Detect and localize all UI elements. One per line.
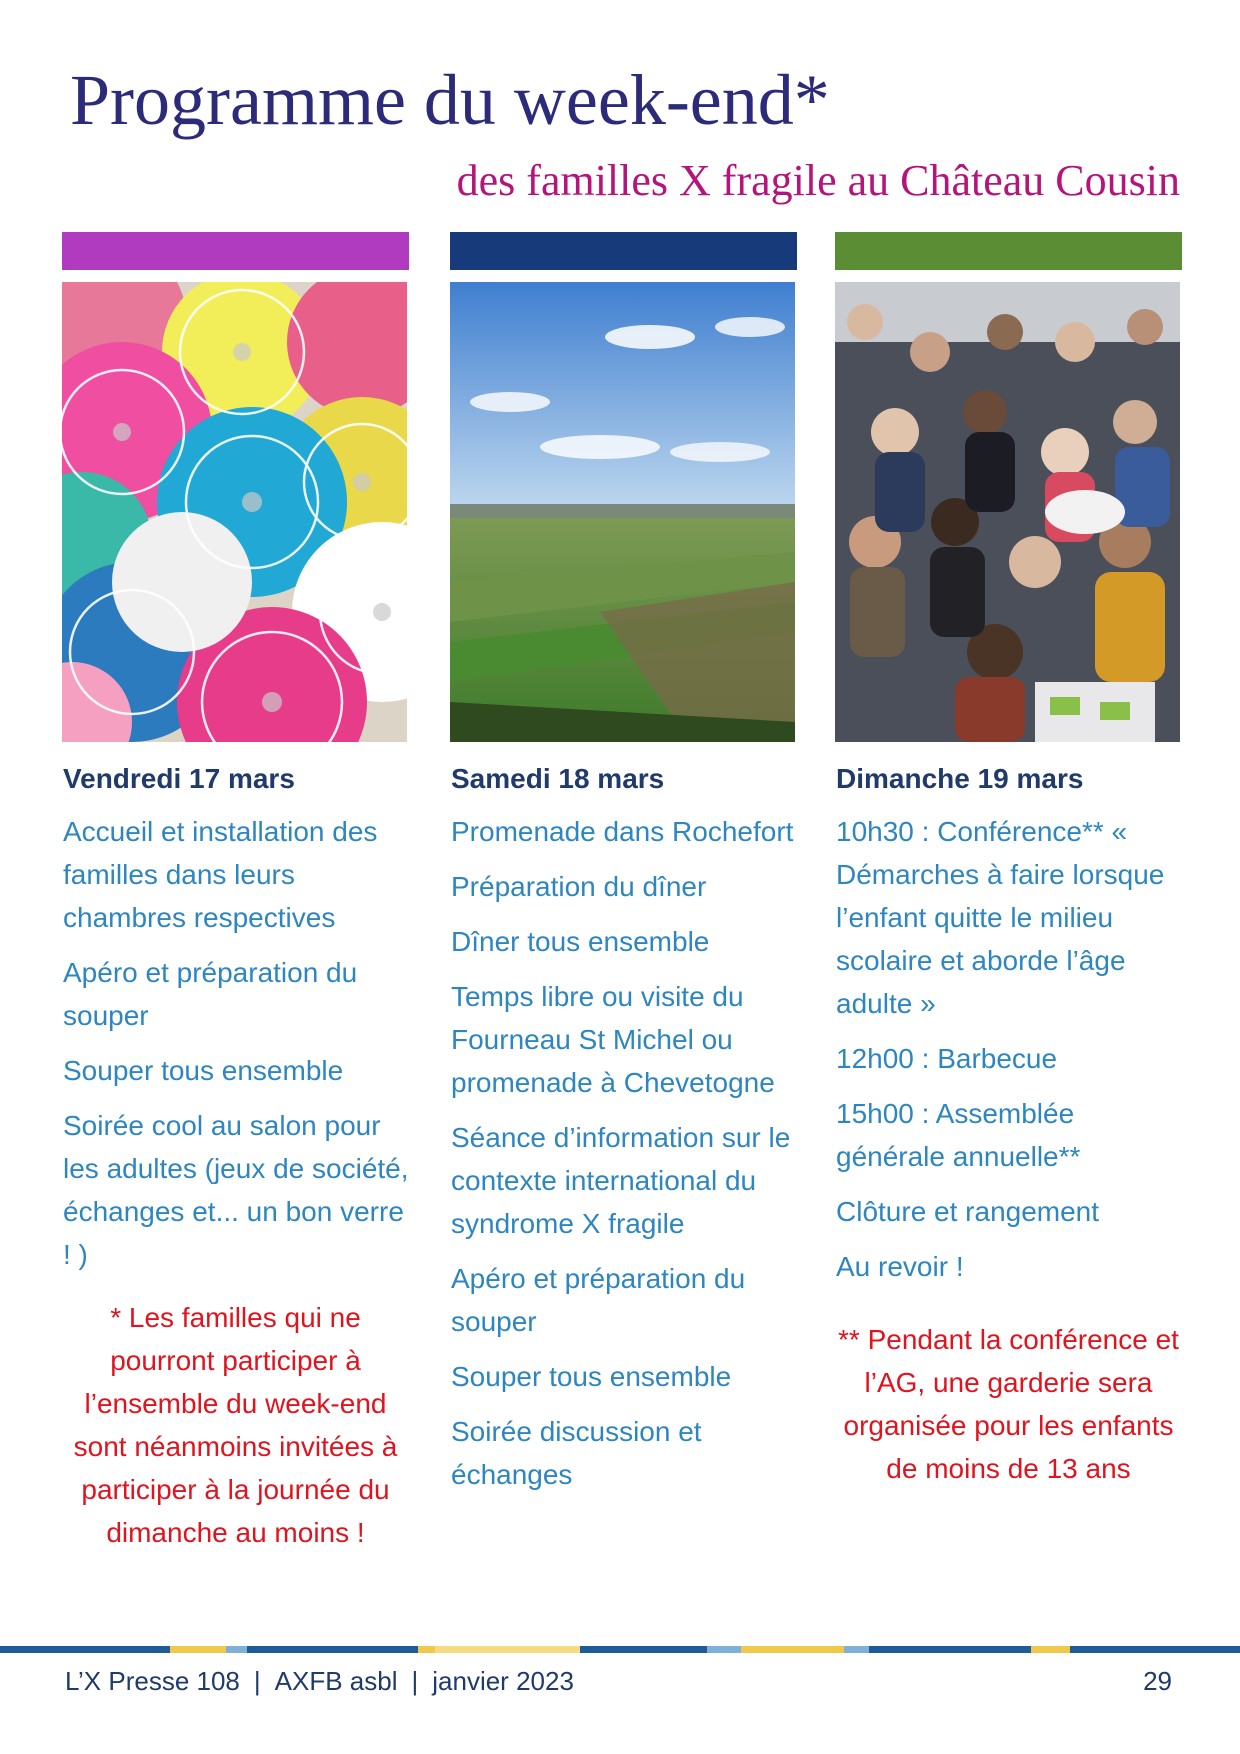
sunday-item: 15h00 : Assemblée générale annuelle** bbox=[836, 1098, 1081, 1172]
sunday-items bbox=[836, 810, 1182, 1288]
sunday-photo bbox=[835, 282, 1180, 742]
sunday-heading: Dimanche 19 mars bbox=[836, 763, 1084, 794]
footer-separator: | bbox=[253, 1666, 261, 1696]
friday-photo bbox=[62, 282, 407, 742]
footer-date: janvier 2023 bbox=[432, 1666, 574, 1696]
friday-item: Apéro et préparation du souper bbox=[63, 957, 358, 1031]
page-title: Programme du week-end* bbox=[70, 60, 830, 140]
saturday-heading: Samedi 18 mars bbox=[451, 763, 665, 794]
friday-item: Soirée cool au salon pour les adultes (jeux de société, échanges et... un bon verre ! ) bbox=[63, 1110, 409, 1270]
page-number: 29 bbox=[1143, 1666, 1172, 1696]
sunday-item: Clôture et rangement bbox=[836, 1196, 1100, 1227]
friday-column bbox=[62, 232, 409, 1554]
saturday-item: Préparation du dîner bbox=[451, 871, 707, 902]
footer-organization: AXFB asbl bbox=[274, 1666, 398, 1696]
sunday-item: 12h00 : Barbecue bbox=[836, 1043, 1058, 1074]
page-subtitle: des familles X fragile au Château Cousin bbox=[456, 156, 1180, 205]
footer-stripe bbox=[0, 1646, 1240, 1653]
friday-item: Souper tous ensemble bbox=[63, 1055, 344, 1086]
footer-separator: | bbox=[411, 1666, 419, 1696]
friday-color-bar bbox=[62, 232, 409, 270]
saturday-items bbox=[451, 810, 797, 1496]
saturday-photo bbox=[450, 282, 795, 742]
sunday-item: Au revoir ! bbox=[836, 1251, 964, 1282]
saturday-column bbox=[450, 232, 797, 1508]
saturday-item: Soirée discussion et échanges bbox=[451, 1416, 702, 1490]
friday-footnote: * Les familles qui ne pourront participer à l’ensemble du week-end sont néanmoins invitées à participer à la journée du dimanche au moins ! bbox=[73, 1302, 398, 1548]
footer-publication: L’X Presse 108 bbox=[65, 1666, 240, 1696]
saturday-item: Promenade dans Rochefort bbox=[451, 816, 794, 847]
sunday-color-bar bbox=[835, 232, 1182, 270]
sunday-footnote: ** Pendant la conférence et l’AG, une garderie sera organisée pour les enfants de moins de 13 ans bbox=[838, 1324, 1179, 1484]
saturday-item: Temps libre ou visite du Fourneau St Michel ou promenade à Chevetogne bbox=[451, 981, 775, 1098]
sunday-item: 10h30 : Conférence** « Démarches à faire lorsque l’enfant quitte le milieu scolaire et aborde l’âge adulte » bbox=[836, 816, 1165, 1019]
friday-item: Accueil et installation des familles dans leurs chambres respectives bbox=[63, 816, 378, 933]
saturday-color-bar bbox=[450, 232, 797, 270]
saturday-item: Souper tous ensemble bbox=[451, 1361, 732, 1392]
footer bbox=[65, 1665, 574, 1697]
saturday-item: Dîner tous ensemble bbox=[451, 926, 710, 957]
saturday-item: Apéro et préparation du souper bbox=[451, 1263, 746, 1337]
friday-heading: Vendredi 17 mars bbox=[63, 763, 295, 794]
saturday-item: Séance d’information sur le contexte international du syndrome X fragile bbox=[451, 1122, 791, 1239]
sunday-column bbox=[835, 232, 1182, 1490]
friday-items bbox=[63, 810, 409, 1276]
